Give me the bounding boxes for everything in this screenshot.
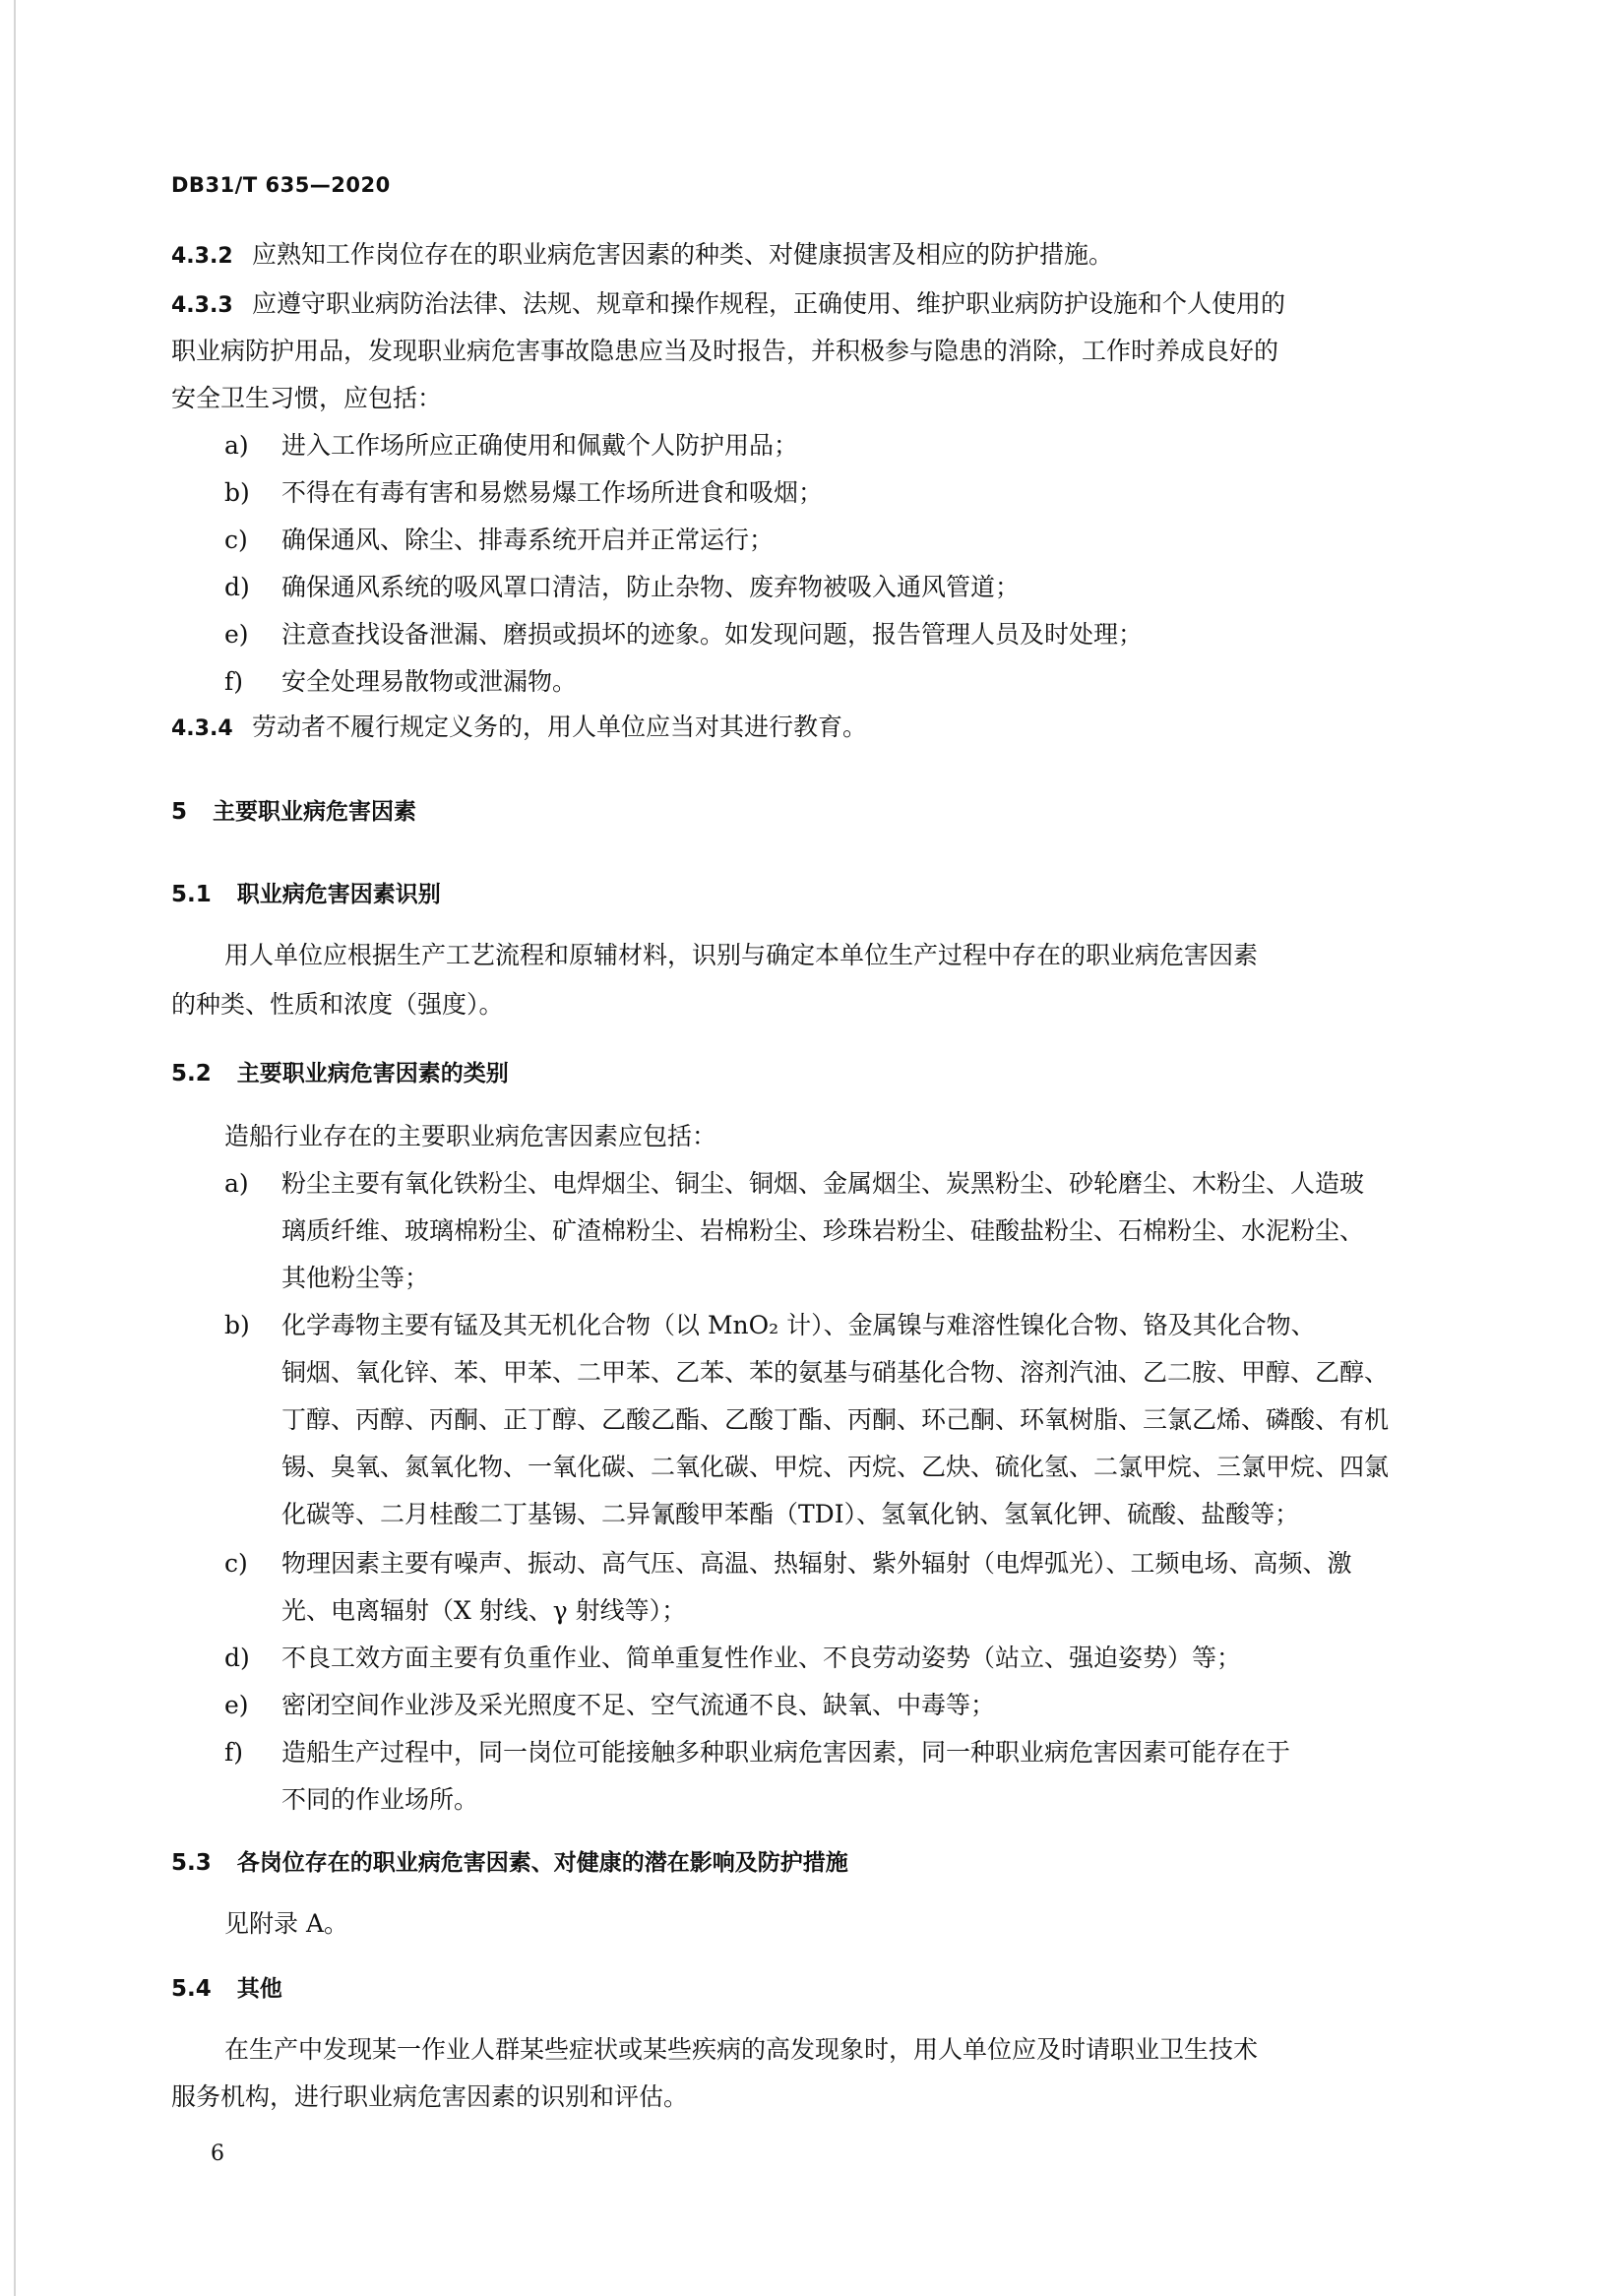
paragraph-line: 的种类、性质和浓度（强度）。 (171, 990, 504, 1019)
clause-4-3-2 (171, 238, 1113, 274)
list-item-line: 化学毒物主要有锰及其无机化合物（以 MnO₂ 计）、金属镍与难溶性镍化合物、铬及其化合物、 (281, 1311, 1316, 1339)
section-title: 主要职业病危害因素的类别 (236, 1061, 509, 1086)
list-item: 确保通风系统的吸风罩口清洁，防止杂物、废弃物被吸入通风管道； (281, 573, 1021, 601)
clause-text: 劳动者不履行规定义务的，用人单位应当对其进行教育。 (252, 713, 868, 741)
scan-edge-divider (14, 0, 16, 2296)
list-item-mark: a) (224, 1169, 249, 1198)
list-item-line: 璃质纤维、玻璃棉粉尘、矿渣棉粉尘、岩棉粉尘、珍珠岩粉尘、硅酸盐粉尘、石棉粉尘、水泥粉尘、 (281, 1216, 1365, 1245)
list-item: 密闭空间作业涉及采光照度不足、空气流通不良、缺氧、中毒等； (281, 1691, 996, 1719)
list-item-line: 铜烟、氧化锌、苯、甲苯、二甲苯、乙苯、苯的氨基与硝基化合物、溶剂汽油、乙二胺、甲醇、乙醇、 (281, 1358, 1390, 1387)
list-item: 安全处理易散物或泄漏物。 (281, 667, 578, 696)
list-item-mark: e) (224, 620, 249, 649)
list-item-line: 造船生产过程中，同一岗位可能接触多种职业病危害因素，同一种职业病危害因素可能存在于 (281, 1738, 1291, 1767)
list-item-mark: e) (224, 1691, 249, 1719)
list-item-mark: d) (224, 573, 250, 601)
paragraph-line: 见附录 A。 (224, 1909, 349, 1938)
section-heading-5-4 (171, 1972, 282, 2006)
section-number: 5 (171, 799, 188, 825)
list-item-mark: b) (224, 1311, 250, 1339)
paragraph-line: 造船行业存在的主要职业病危害因素应包括： (224, 1122, 717, 1150)
section-number: 5.3 (171, 1850, 212, 1876)
list-item-mark: a) (224, 431, 249, 460)
list-item-mark: c) (224, 526, 248, 554)
list-item: 不良工效方面主要有负重作业、简单重复性作业、不良劳动姿势（站立、强迫姿势）等； (281, 1644, 1242, 1672)
section-number: 5.4 (171, 1976, 212, 2002)
paragraph-line: 服务机构，进行职业病危害因素的识别和评估。 (171, 2082, 689, 2111)
paragraph-line: 在生产中发现某一作业人群某些症状或某些疾病的高发现象时，用人单位应及时请职业卫生技术 (224, 2035, 1259, 2064)
clause-text: 应熟知工作岗位存在的职业病危害因素的种类、对健康损害及相应的防护措施。 (252, 240, 1114, 269)
clause-text-line: 安全卫生习惯，应包括： (171, 384, 443, 412)
list-item-mark: f) (224, 667, 244, 696)
section-heading-5-2 (171, 1057, 509, 1090)
document-code: DB31/T 635—2020 (171, 173, 391, 197)
clause-number: 4.3.2 (171, 244, 233, 269)
section-number: 5.2 (171, 1061, 212, 1086)
list-item-line: 光、电离辐射（X 射线、γ 射线等）； (281, 1596, 687, 1625)
clause-number: 4.3.4 (171, 716, 233, 741)
section-title: 职业病危害因素识别 (236, 882, 441, 907)
page-number: 6 (211, 2141, 224, 2166)
list-item-mark: f) (224, 1738, 244, 1767)
section-heading-5 (171, 795, 416, 829)
section-heading-5-3 (171, 1846, 848, 1880)
list-item-mark: b) (224, 478, 250, 507)
list-item-line: 其他粉尘等； (281, 1264, 430, 1292)
list-item: 不得在有毒有害和易燃易爆工作场所进食和吸烟； (281, 478, 824, 507)
list-item: 注意查找设备泄漏、磨损或损坏的迹象。如发现问题，报告管理人员及时处理； (281, 620, 1144, 649)
list-item-line: 物理因素主要有噪声、振动、高气压、高温、热辐射、紫外辐射（电焊弧光）、工频电场、高频、激 (281, 1549, 1352, 1578)
clause-text-line: 应遵守职业病防治法律、法规、规章和操作规程，正确使用、维护职业病防护设施和个人使用的 (252, 289, 1286, 318)
clause-text-line: 职业病防护用品，发现职业病危害事故隐患应当及时报告，并积极参与隐患的消除，工作时养成良好的 (171, 337, 1279, 365)
section-heading-5-1 (171, 878, 441, 911)
list-item-mark: d) (224, 1644, 250, 1672)
list-item-line: 粉尘主要有氧化铁粉尘、电焊烟尘、铜尘、铜烟、金属烟尘、炭黑粉尘、砂轮磨尘、木粉尘、人造玻 (281, 1169, 1365, 1198)
section-title: 各岗位存在的职业病危害因素、对健康的潜在影响及防护措施 (236, 1850, 848, 1876)
section-title: 主要职业病危害因素 (213, 799, 417, 825)
list-item-line: 锡、臭氧、氮氧化物、一氧化碳、二氧化碳、甲烷、丙烷、乙炔、硫化氢、二氯甲烷、三氯甲烷、四氯 (281, 1453, 1390, 1481)
section-number: 5.1 (171, 882, 212, 907)
section-title: 其他 (236, 1976, 282, 2002)
list-item: 确保通风、除尘、排毒系统开启并正常运行； (281, 526, 775, 554)
list-item-line: 不同的作业场所。 (281, 1785, 479, 1814)
list-item-mark: c) (224, 1549, 248, 1578)
list-item-line: 丁醇、丙醇、丙酮、正丁醇、乙酸乙酯、乙酸丁酯、丙酮、环己酮、环氧树脂、三氯乙烯、磷酸、有机 (281, 1405, 1390, 1434)
clause-4-3-4 (171, 711, 867, 746)
clause-4-3-3 (171, 287, 1285, 323)
list-item-line: 化碳等、二月桂酸二丁基锡、二异氰酸甲苯酯（TDI）、氢氧化钠、氢氧化钾、硫酸、盐酸等； (281, 1500, 1300, 1528)
clause-number: 4.3.3 (171, 293, 233, 318)
list-item: 进入工作场所应正确使用和佩戴个人防护用品； (281, 431, 799, 460)
paragraph-line: 用人单位应根据生产工艺流程和原辅材料，识别与确定本单位生产过程中存在的职业病危害因素 (224, 941, 1259, 969)
